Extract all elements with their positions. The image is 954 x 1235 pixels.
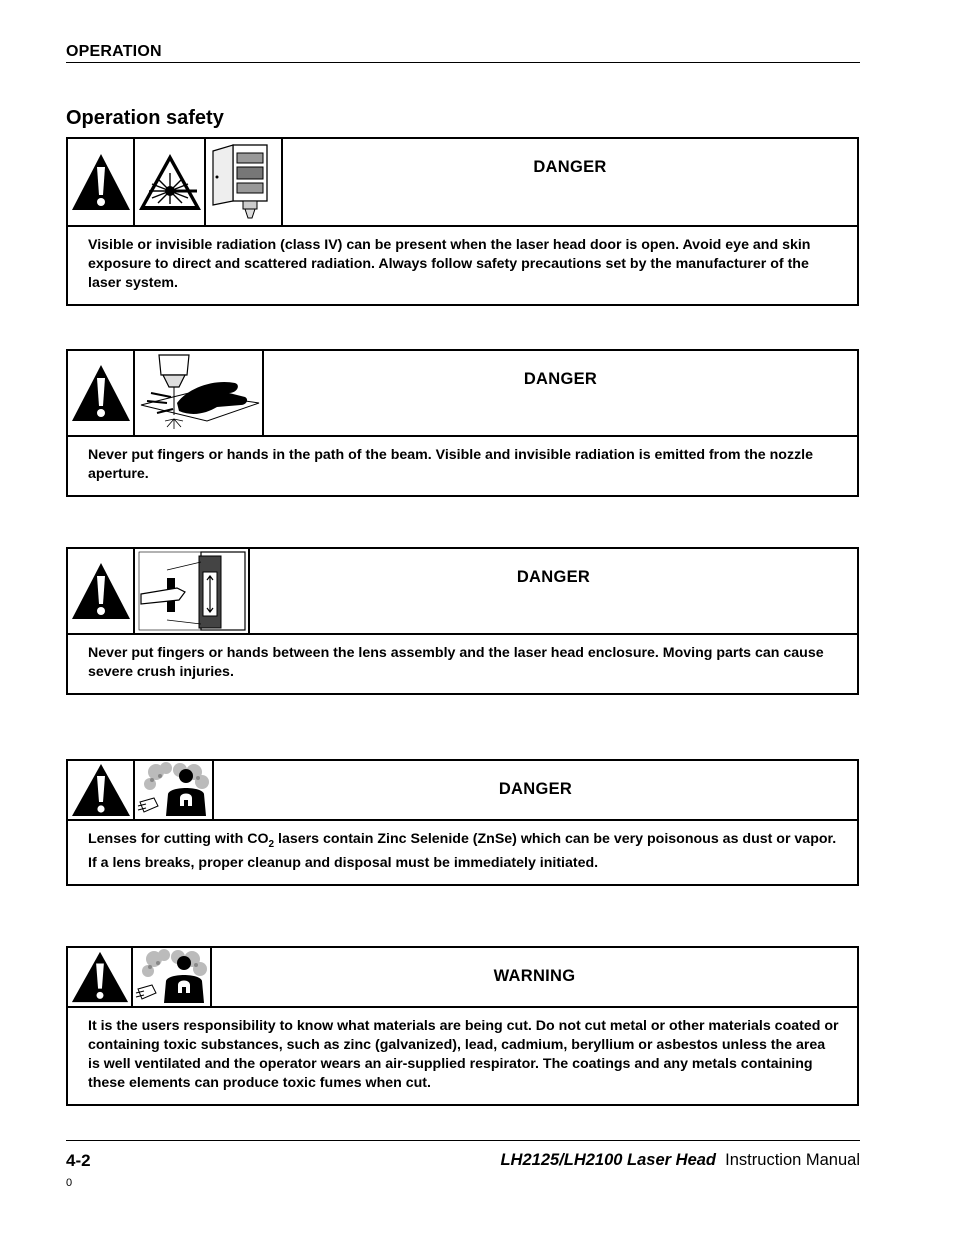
toxic-fumes-icon [135, 761, 214, 819]
message-text-part: lasers contain Zinc Selenide (ZnSe) which can be very poisonous as dust or vapor. If a lens breaks, proper cleanup and disposal must be immediately initiated. [88, 831, 837, 871]
danger-heading [250, 549, 857, 633]
heading-label: DANGER [516, 568, 591, 586]
danger-heading [264, 351, 857, 435]
safety-message: It is the users responsibility to know what materials are being cut. Do not cut metal or other materials coated or containing toxic substances, such as zinc (galvanized), lead, cadmium, beryllium or asbestos unless the area is well ventilated and the operator wears an air-supplied respirator. The coatings and any metals containing these elements can produce toxic fumes when cut. [88, 1018, 839, 1091]
heading-label: DANGER [533, 158, 607, 176]
crush-hazard-icon [135, 549, 250, 633]
message-text-part: Lenses for cutting with CO [88, 831, 269, 847]
manual-name: Instruction Manual [725, 1151, 860, 1169]
manual-title [500, 1151, 860, 1170]
safety-message: Never put fingers or hands in the path of the beam. Visible and invisible radiation is emitted from the nozzle aperture. [88, 447, 813, 482]
safety-message: Visible or invisible radiation (class IV) can be present when the laser head door is open. Avoid eye and skin exposure to direct and scattered radiation. Always follow safety precautions set by the manufacturer of the laser system. [88, 237, 811, 291]
open-laser-head-door-icon [206, 139, 283, 225]
danger-heading [283, 139, 857, 225]
warning-triangle-icon [68, 948, 133, 1006]
safety-message [68, 821, 857, 884]
section-header [66, 43, 860, 63]
hand-in-beam-icon [135, 351, 264, 435]
revision-number: 0 [66, 1177, 73, 1189]
section-label: OPERATION [66, 43, 162, 60]
safety-message: Never put fingers or hands between the lens assembly and the laser head enclosure. Moving parts can cause severe crush injuries. [88, 645, 824, 680]
warning-box-toxic-materials [66, 946, 859, 1106]
warning-triangle-icon [68, 761, 135, 819]
subscript-2: 2 [268, 838, 275, 850]
heading-label: WARNING [493, 967, 576, 985]
warning-heading [212, 948, 857, 1006]
danger-box-laser-radiation [66, 137, 859, 306]
page-number: 4-2 [66, 1151, 91, 1170]
warning-triangle-icon [68, 139, 135, 225]
danger-box-crush-hazard [66, 547, 859, 695]
page-title: Operation safety [66, 107, 224, 129]
product-name: LH2125/LH2100 Laser Head [500, 1151, 716, 1169]
danger-box-znse-lens [66, 759, 859, 886]
heading-label: DANGER [523, 370, 598, 388]
footer-rule [66, 1140, 860, 1141]
laser-radiation-icon [135, 139, 206, 225]
toxic-fumes-icon [133, 948, 212, 1006]
heading-label: DANGER [498, 780, 573, 798]
warning-triangle-icon [68, 549, 135, 633]
danger-heading [214, 761, 857, 819]
danger-box-beam-path [66, 349, 859, 497]
warning-triangle-icon [68, 351, 135, 435]
